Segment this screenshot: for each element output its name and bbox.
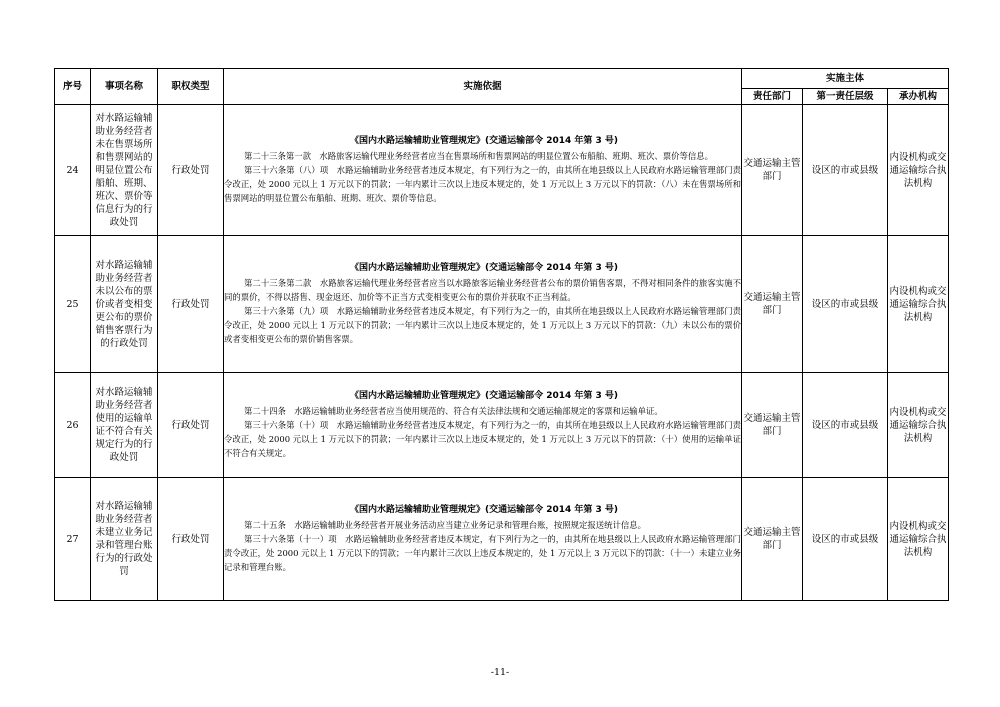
row-level: 设区的市或县级 — [803, 105, 888, 236]
header-dept: 责任部门 — [742, 89, 803, 105]
row-item-name: 对水路运输辅助业务经营者使用的运输单证不符合有关规定行为的行政处罚 — [91, 373, 158, 478]
law-title: 《国内水路运输辅助业管理规定》(交通运输部令 2014 年第 3 号) — [349, 505, 619, 515]
table-row — [55, 373, 949, 478]
row-level: 设区的市或县级 — [803, 373, 888, 478]
row-org: 内设机构或交通运输综合执法机构 — [888, 105, 949, 236]
row-level: 设区的市或县级 — [803, 478, 888, 601]
table-row — [55, 105, 949, 236]
basis-paragraph: 第二十五条 水路运输辅助业务经营者开展业务活动应当建立业务记录和管理台账，按照规定报送统计信息。 — [244, 520, 646, 530]
row-power-type: 行政处罚 — [158, 373, 224, 478]
table-row — [55, 478, 949, 601]
header-power-type: 职权类型 — [158, 69, 224, 105]
basis-paragraph: 第三十六条第（九）项 水路运输辅助业务经营者违反本规定，有下列行为之一的，由其所在地县级以上人民政府水路运输管理部门责令改正，处 2000 元以上 1 万元以下的罚款；一年内累计三次以上违反本规定的，处 1 万元以上 3 万元以下的罚款：（九）未以公布的票价或者变相变更公布的票价销售客票。 — [224, 306, 741, 344]
row-basis — [224, 373, 742, 478]
row-org: 内设机构或交通运输综合执法机构 — [888, 373, 949, 478]
basis-paragraph: 第三十六条第（八）项 水路运输辅助业务经营者违反本规定，有下列行为之一的，由其所在地县级以上人民政府水路运输管理部门责令改正，处 2000 元以上 1 万元以下的罚款；一年内累计三次以上违反本规定的，处 1 万元以上 3 万元以下的罚款：（八）未在售票场所和售票网站的明显位置公布船舶、班期、班次、票价等信息。 — [224, 165, 741, 203]
law-title: 《国内水路运输辅助业管理规定》(交通运输部令 2014 年第 3 号) — [349, 391, 619, 401]
row-power-type: 行政处罚 — [158, 105, 224, 236]
row-power-type: 行政处罚 — [158, 478, 224, 601]
row-dept: 交通运输主管部门 — [742, 373, 803, 478]
row-basis — [224, 478, 742, 601]
enforcement-matters-table — [54, 68, 949, 601]
row-dept: 交通运输主管部门 — [742, 236, 803, 373]
basis-paragraph: 第二十三条第二款 水路旅客运输代理业务经营者应当以水路旅客运输业务经营者公布的票价销售客票，不得对相同条件的旅客实施不同的票价，不得以搭售、现金返还、加价等不正当方式变相变更公布的票价并获取不正当利益。 — [224, 278, 741, 302]
law-title: 《国内水路运输辅助业管理规定》(交通运输部令 2014 年第 3 号) — [349, 263, 619, 273]
header-basis: 实施依据 — [224, 69, 742, 105]
row-basis — [224, 236, 742, 373]
basis-paragraph: 第二十四条 水路运输辅助业务经营者应当使用规范的、符合有关法律法规和交通运输部规定的客票和运输单证。 — [244, 406, 663, 416]
header-subject: 实施主体 — [742, 69, 949, 89]
row-item-name: 对水路运输辅助业务经营者未以公布的票价或者变相变更公布的票价销售客票行为的行政处罚 — [91, 236, 158, 373]
row-basis — [224, 105, 742, 236]
row-org: 内设机构或交通运输综合执法机构 — [888, 478, 949, 601]
row-dept: 交通运输主管部门 — [742, 105, 803, 236]
header-org: 承办机构 — [888, 89, 949, 105]
table-row — [55, 236, 949, 373]
page-number: -11- — [490, 667, 510, 678]
row-level: 设区的市或县级 — [803, 236, 888, 373]
row-item-name: 对水路运输辅助业务经营者未在售票场所和售票网站的明显位置公布船舶、班期、班次、票价等信息行为的行政处罚 — [91, 105, 158, 236]
row-seq: 26 — [55, 373, 91, 478]
header-level: 第一责任层级 — [803, 89, 888, 105]
row-item-name: 对水路运输辅助业务经营者未建立业务记录和管理台账行为的行政处罚 — [91, 478, 158, 601]
basis-paragraph: 第二十三条第一款 水路旅客运输代理业务经营者应当在售票场所和售票网站的明显位置公布船舶、班期、班次、票价等信息。 — [244, 151, 713, 161]
row-seq: 27 — [55, 478, 91, 601]
row-power-type: 行政处罚 — [158, 236, 224, 373]
row-seq: 24 — [55, 105, 91, 236]
row-seq: 25 — [55, 236, 91, 373]
row-dept: 交通运输主管部门 — [742, 478, 803, 601]
basis-paragraph: 第三十六条第（十）项 水路运输辅助业务经营者违反本规定，有下列行为之一的，由其所在地县级以上人民政府水路运输管理部门责令改正，处 2000 元以上 1 万元以下的罚款；一年内累计三次以上违反本规定的，处 1 万元以上 3 万元以下的罚款：（十）使用的运输单证不符合有关规定。 — [224, 420, 741, 458]
header-item-name: 事项名称 — [91, 69, 158, 105]
header-seq: 序号 — [55, 69, 91, 105]
basis-paragraph: 第三十六条第（十一）项 水路运输辅助业务经营者违反本规定，有下列行为之一的，由其所在地县级以上人民政府水路运输管理部门责令改正，处 2000 元以上 1 万元以下的罚款；一年内累计三次以上违反本规定的，处 1 万元以上 3 万元以下的罚款：（十一）未建立业务记录和管理台账。 — [224, 534, 741, 572]
row-org: 内设机构或交通运输综合执法机构 — [888, 236, 949, 373]
law-title: 《国内水路运输辅助业管理规定》(交通运输部令 2014 年第 3 号) — [349, 136, 619, 146]
